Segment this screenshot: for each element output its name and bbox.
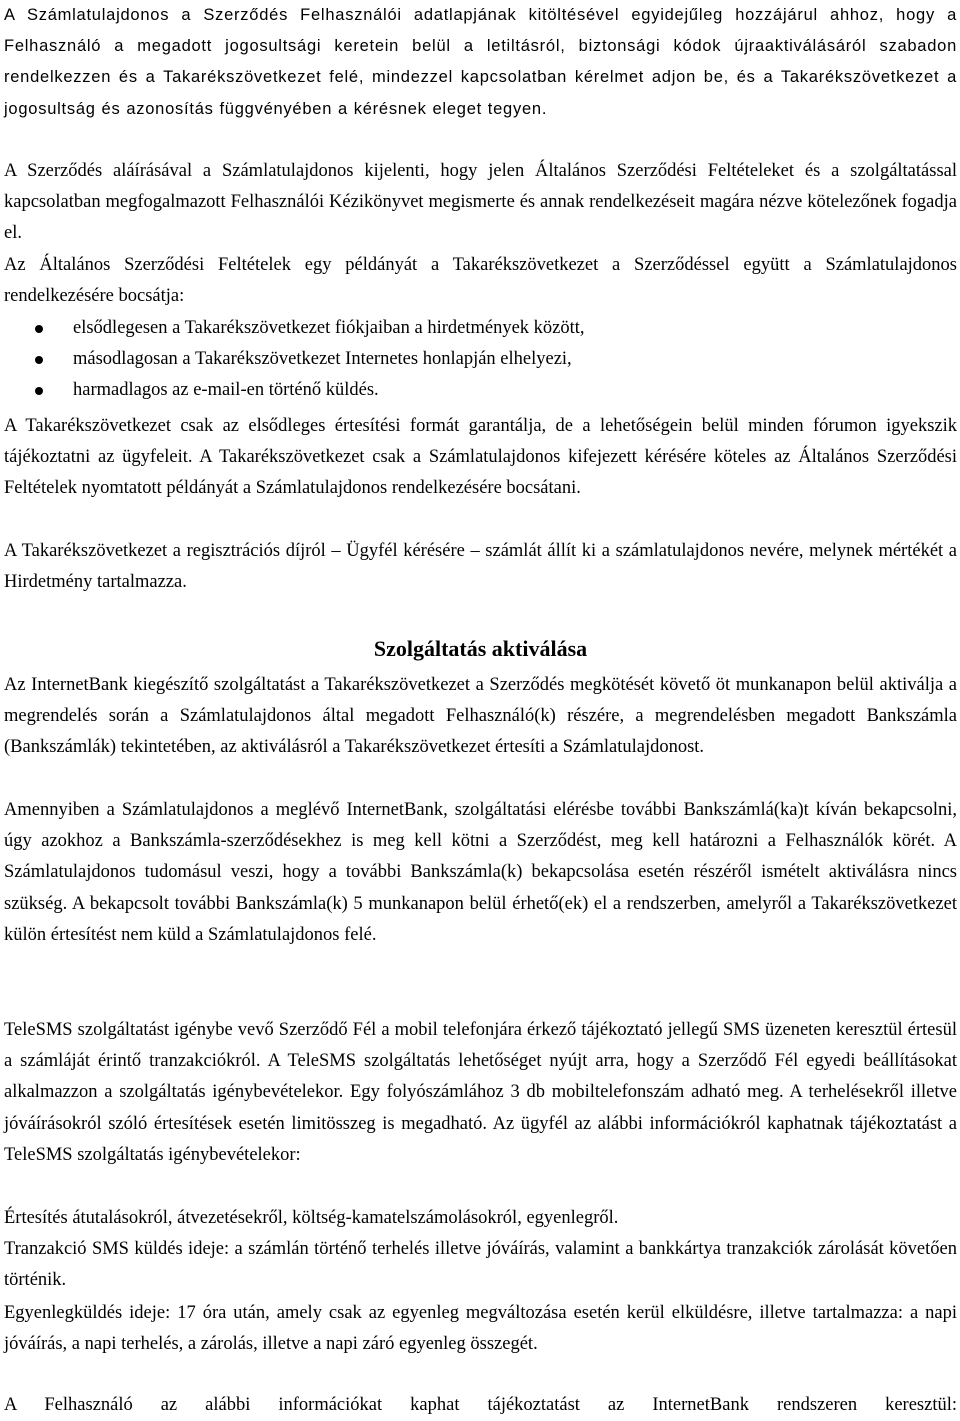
- activation-paragraph-2: Amennyiben a Számlatulajdonos a meglévő InternetBank, szolgáltatási elérésbe további Bankszámlá(ka)t kíván bekapcsolni, úgy azokhoz a Bankszámla-szerződésekhez is meg kell kötni a Szerződést, meg kell határozni a Felhasználók körét. A Számlatulajdonos tudomásul veszi, hogy a további Bankszámla(k) bekapcsolása esetén részéről ismételt aktiválásra nincs szükség. A bekapcsolt további Bankszámla(k) 5 munkanapon belül érhető(ek) el a rendszerben, amelyről a Takarékszövetkezet külön értesítést nem küld a Számlatulajdonos felé.: [4, 800, 957, 945]
- list-item-text: elsődlegesen a Takarékszövetkezet fiókjaiban a hirdetmények között,: [73, 318, 585, 338]
- telesms-paragraph-1: TeleSMS szolgáltatást igénybe vevő Szerződő Fél a mobil telefonjára érkező tájékoztató jellegű SMS üzeneten keresztül értesül a számláját érintő tranzakciókról. A TeleSMS szolgáltatás lehetőséget nyújt arra, hogy a Szerződő Fél egyedi beállításokat alkalmazzon a szolgáltatás igénybevételekor. Egy folyószámlához 3 db mobiltelefonszám adható meg. A terhelésekről illetve jóváírásokról szóló értesítések esetén limitösszeg is megadható. Az ügyfél az alábbi információkról kaphatnak tájékoztatást a TeleSMS szolgáltatás igénybevételekor:: [4, 1020, 957, 1165]
- telesms-paragraph-3: Tranzakció SMS küldés ideje: a számlán történő terhelés illetve jóváírás, valamint a bankkártya tranzakciók zárolását követően történik.: [4, 1239, 957, 1291]
- intro-paragraph-5: A Takarékszövetkezet a regisztrációs díjról – Ügyfél kérésére – számlát állít ki a számlatulajdonos nevére, melynek mértékét a Hirdetmény tartalmazza.: [4, 541, 957, 593]
- intro-paragraph-2: A Szerződés aláírásával a Számlatulajdonos kijelenti, hogy jelen Általános Szerződési Feltételeket és a szolgáltatással kapcsolatban megfogalmazott Felhasználói Kézikönyvet megismerte és annak rendelkezéseit magára nézve kötelezőnek fogadja el.: [4, 161, 957, 244]
- distribution-list: [4, 313, 957, 407]
- bullet-icon: [35, 387, 43, 395]
- list-item: [4, 344, 957, 375]
- bullet-icon: [35, 325, 43, 333]
- telesms-paragraph-4: Egyenlegküldés ideje: 17 óra után, amely csak az egyenleg megváltozása esetén kerül elküldésre, illetve tartalmazza: a napi jóváírás, a napi terhelés, a zárolás, illetve a napi záró egyenleg összegét.: [4, 1303, 957, 1355]
- list-item-text: harmadlagos az e-mail-en történő küldés.: [73, 380, 379, 401]
- activation-paragraph-1: Az InternetBank kiegészítő szolgáltatást a Takarékszövetkezet a Szerződés megkötését követő öt munkanapon belül aktiválja a megrendelés során a Számlatulajdonos által megadott Felhasználó(k) részére, a megrendelésben megadott Bankszámla (Bankszámlák) tekintetében, az aktiválásról a Takarékszövetkezet értesíti a Számlatulajdonost.: [4, 675, 957, 758]
- intro-paragraph-1: A Számlatulajdonos a Szerződés Felhasználói adatlapjának kitöltésével egyidejűleg hozzájárul ahhoz, hogy a Felhasználó a megadott jogosultsági keretein belül a letiltásról, biztonsági kódok újraaktiválásáról szabadon rendelkezzen és a Takarékszövetkezet felé, mindezzel kapcsolatban kérelmet adjon be, és a Takarékszövetkezet a jogosultság és azonosítás függvényében a kérésnek eleget tegyen.: [4, 6, 957, 118]
- bullet-icon: [35, 356, 43, 364]
- intro-paragraph-3: Az Általános Szerződési Feltételek egy példányát a Takarékszövetkezet a Szerződéssel együtt a Számlatulajdonos rendelkezésére bocsátja:: [4, 255, 957, 307]
- list-item-text: másodlagosan a Takarékszövetkezet Internetes honlapján elhelyezi,: [73, 349, 572, 370]
- list-item: [4, 375, 957, 406]
- list-item: [4, 313, 957, 344]
- telesms-paragraph-2: Értesítés átutalásokról, átvezetésekről, költség-kamatelszámolásokról, egyenlegről.: [4, 1208, 619, 1228]
- telesms-paragraph-5: A Felhasználó az alábbi információkat kaphat tájékoztatást az InternetBank rendszeren keresztül:: [4, 1395, 957, 1415]
- intro-paragraph-4: A Takarékszövetkezet csak az elsődleges értesítési formát garantálja, de a lehetőségein belül minden fórumon igyekszik tájékoztatni az ügyfeleit. A Takarékszövetkezet csak a Számlatulajdonos kifejezett kérésére köteles az Általános Szerződési Feltételek nyomtatott példányát a Számlatulajdonos rendelkezésére bocsátani.: [4, 416, 957, 499]
- section-heading: Szolgáltatás aktiválása: [373, 636, 588, 661]
